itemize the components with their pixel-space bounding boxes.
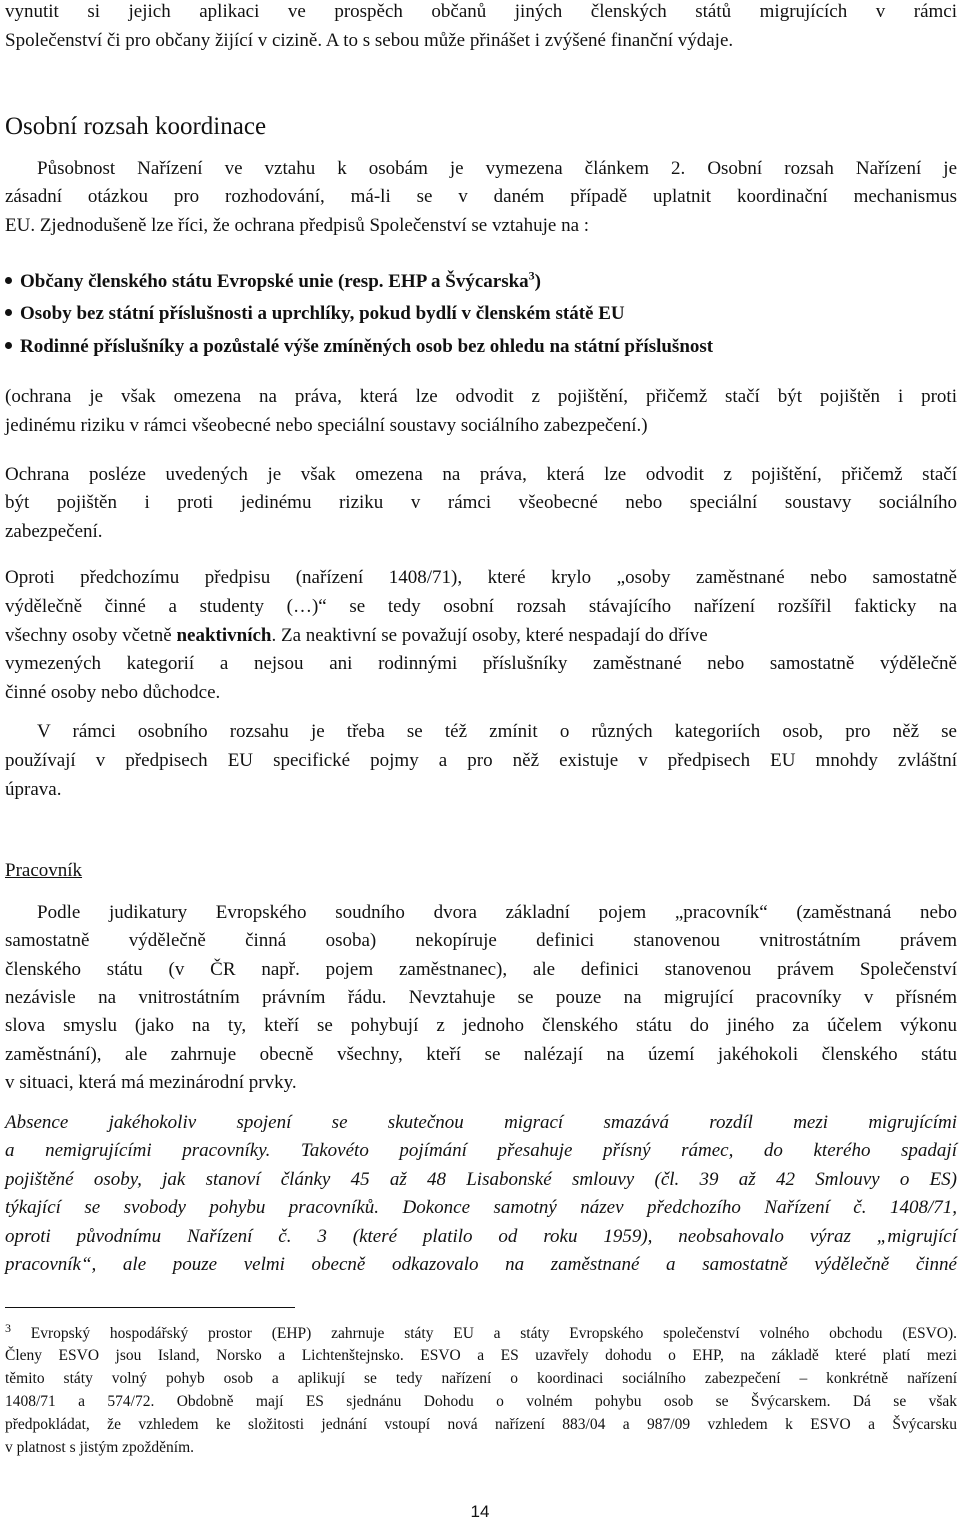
footnote-line: předpokládat, že vzhledem ke složitosti jednání vstoupí nová nařízení 883/04 a 987/09 vzhledem k ESVO a Švýcarsku bbox=[5, 1416, 957, 1433]
paragraph-line: Ochrana posléze uvedených je však omezena na práva, která lze odvodit z pojištění, přičemž stačí bbox=[5, 464, 957, 485]
footnote-line: v platnost s jistým zpožděním. bbox=[5, 1439, 194, 1456]
footnote-reference: 3 bbox=[528, 268, 535, 283]
paragraph-line: samostatně výdělečně činná osoba) nekopíruje definici stanovenou vnitrostátním právem bbox=[5, 930, 957, 951]
bullet-text: Rodinné příslušníky a pozůstalé výše zmíněných osob bez ohledu na státní příslušnost bbox=[20, 336, 714, 357]
paragraph-line: (ochrana je však omezena na práva, která lze odvodit z pojištění, přičemž stačí být pojištěn i proti bbox=[5, 386, 957, 407]
paragraph-line: V rámci osobního rozsahu je třeba se též zmínit o různých kategoriích osob, pro něž se bbox=[37, 721, 957, 742]
paragraph-line: Podle judikatury Evropského soudního dvora základní pojem „pracovník“ (zaměstnaná nebo bbox=[37, 902, 957, 923]
paragraph-line: pracovník“, ale pouze velmi obecně odkazovalo na zaměstnané a samostatně výdělečně činné bbox=[5, 1254, 957, 1275]
paragraph-line: zaměstnání), ale zahrnuje obecně všechny, kteří se nalézají na území jakéhokoli členského státu bbox=[5, 1044, 957, 1065]
paragraph-line: výdělečně činné a studenty (…)“ se tedy osobní rozsah stávajícího nařízení rozšířil fakticky na bbox=[5, 596, 957, 617]
footnote-mark: 3 bbox=[5, 1320, 11, 1335]
text-run: . Za neaktivní se považují osoby, které nespadají do dříve bbox=[271, 625, 708, 646]
bullet-item bbox=[5, 302, 625, 326]
footnote-divider bbox=[5, 1307, 295, 1308]
paragraph-line: úprava. bbox=[5, 779, 62, 800]
page-number: 14 bbox=[470, 1502, 490, 1521]
paragraph-line: pojištěné osoby, jak stanoví články 45 až 48 Lisabonské smlouvy (čl. 39 až 42 Smlouvy o ES) bbox=[5, 1169, 957, 1190]
footnote-line: těmito státy volný pohyb osob a aplikují se tedy nařízení o koordinaci sociálního zabezpečení – konkrétně nařízení bbox=[5, 1370, 957, 1387]
subheading: Pracovník bbox=[5, 860, 83, 881]
bullet-icon bbox=[5, 277, 12, 284]
paragraph-line: a nemigrujícími pracovníky. Takovéto pojímání přesahuje přísný rámec, do kterého spadají bbox=[5, 1140, 957, 1161]
paragraph-line: v situaci, která má mezinárodní prvky. bbox=[5, 1072, 297, 1093]
bullet-text: Osoby bez státní příslušnosti a uprchlíky, pokud bydlí v členském státě EU bbox=[20, 303, 625, 324]
paragraph-line: činné osoby nebo důchodce. bbox=[5, 682, 221, 703]
paragraph-line: vymezených kategorií a nejsou ani rodinnými příslušníky zaměstnané nebo samostatně výdělečně bbox=[5, 653, 957, 674]
footnote-text: Evropský hospodářský prostor (EHP) zahrnuje státy EU a státy Evropského společenství volného obchodu (ESVO). bbox=[11, 1325, 957, 1342]
footnote-line bbox=[5, 1320, 957, 1344]
paragraph-line: být pojištěn i proti jedinému riziku v rámci všeobecné nebo speciální soustavy sociálního bbox=[5, 492, 957, 513]
paragraph-line: Oproti předchozímu předpisu (nařízení 1408/71), které krylo „osoby zaměstnané nebo samostatně bbox=[5, 567, 957, 588]
text-run: všechny osoby včetně bbox=[5, 625, 177, 646]
paragraph-line: oproti původnímu Nařízení č. 3 (které platilo od roku 1959), neobsahovalo výraz „migrující bbox=[5, 1226, 957, 1247]
paragraph-line: Absence jakéhokoliv spojení se skutečnou migrací smazává rozdíl mezi migrujícími bbox=[5, 1112, 957, 1133]
paragraph-line: slova smyslu (jako na ty, kteří se pohybují z jednoho členského státu do jiného za účelem výkonu bbox=[5, 1015, 957, 1036]
paragraph-line: týkající se svobody pohybu pracovníků. Dokonce samotný název předchozího Nařízení č. 1408/71, bbox=[5, 1197, 957, 1218]
paragraph-line: zásadní otázkou pro rozhodování, má-li se v daném případě uplatnit koordinační mechanismus bbox=[5, 186, 957, 207]
bullet-icon bbox=[5, 342, 12, 349]
bullet-text: Občany členského státu Evropské unie (resp. EHP a Švýcarska bbox=[20, 271, 529, 292]
paragraph-line: nezávisle na vnitrostátním právním řádu. Nevztahuje se pouze na migrující pracovníky v přísném bbox=[5, 987, 957, 1008]
footnote-line: Členy ESVO jsou Island, Norsko a Lichtenštejnsko. ESVO a ES uzavřely dohodu o EHP, na základě které platí mezi bbox=[5, 1347, 957, 1364]
paragraph-line: členského státu (v ČR např. pojem zaměstnanec), ale definici stanovenou právem Společenství bbox=[5, 959, 957, 980]
paragraph-line: zabezpečení. bbox=[5, 521, 103, 542]
section-heading: Osobní rozsah koordinace bbox=[5, 113, 267, 140]
bullet-item bbox=[5, 270, 541, 294]
bullet-text-end: ) bbox=[534, 271, 541, 292]
paragraph-line: Působnost Nařízení ve vztahu k osobám je vymezena článkem 2. Osobní rozsah Nařízení je bbox=[37, 158, 957, 179]
bullet-item bbox=[5, 335, 713, 359]
paragraph-line: EU. Zjednodušeně lze říci, že ochrana předpisů Společenství se vztahuje na : bbox=[5, 215, 590, 236]
paragraph-line: jedinému riziku v rámci všeobecné nebo speciální soustavy sociálního zabezpečení.) bbox=[5, 415, 648, 436]
footnote-line: 1408/71 a 574/72. Obdobně mají ES sjednánu Dohodu o volném pohybu osob se Švýcarskem. Dá se však bbox=[5, 1393, 957, 1410]
paragraph-line: používají v předpisech EU specifické pojmy a pro něž existuje v předpisech EU mnohdy zvláštní bbox=[5, 750, 957, 771]
paragraph-line: vynutit si jejich aplikaci ve prospěch občanů jiných členských států migrujících v rámci bbox=[5, 1, 957, 22]
bullet-icon bbox=[5, 309, 12, 316]
bold-term: neaktivních bbox=[176, 625, 272, 646]
paragraph-line: Společenství či pro občany žijící v cizině. A to s sebou může přinášet i zvýšené finanční výdaje. bbox=[5, 30, 734, 51]
paragraph-line bbox=[5, 624, 957, 648]
